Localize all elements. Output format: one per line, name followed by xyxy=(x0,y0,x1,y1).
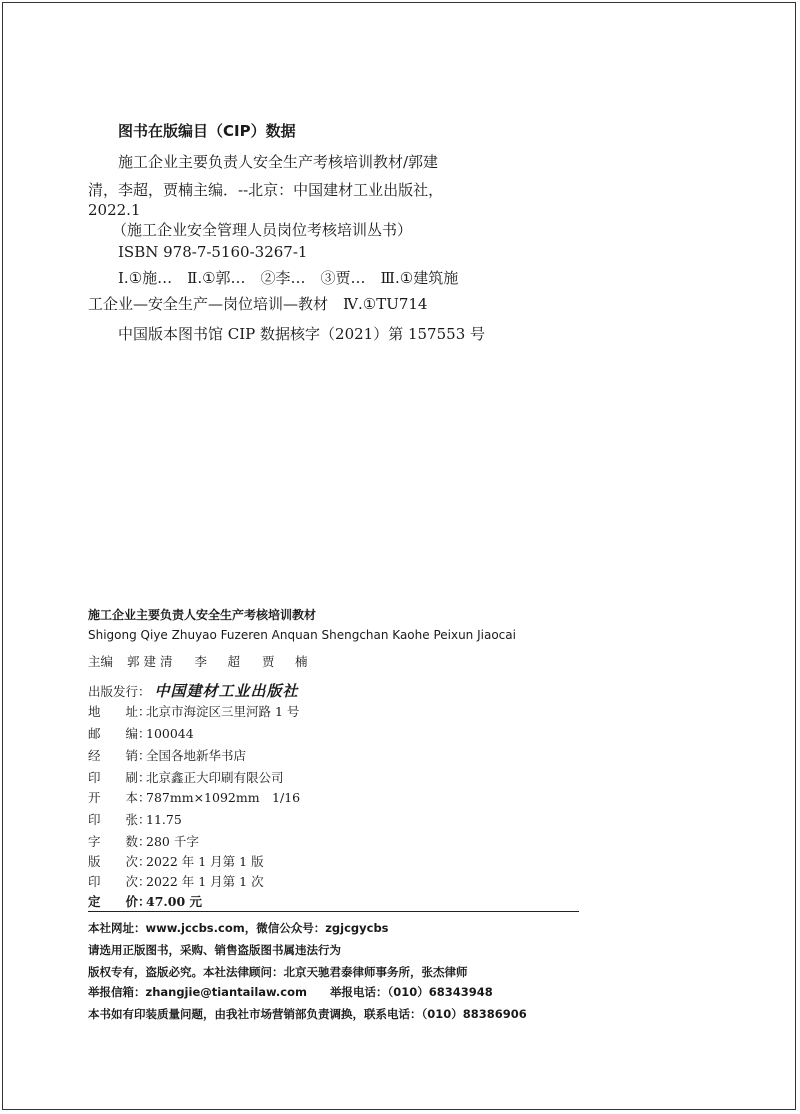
pub-row-sheets xyxy=(88,810,182,828)
editors-label: 主编 xyxy=(88,654,114,669)
pub-row-format xyxy=(88,788,300,806)
pub-row-printing xyxy=(88,872,264,890)
book-title: 施工企业主要负责人安全生产考核培训教材 xyxy=(88,608,317,622)
cip-record-number: 中国版本图书馆 CIP 数据核字（2021）第 157553 号 xyxy=(118,325,486,343)
pub-value: 280 千字 xyxy=(146,834,199,849)
quality-line: 本书如有印装质量问题，由我社市场营销部负责调换，联系电话：（010）88386906 xyxy=(88,1007,527,1021)
publisher-label: 出版发行： xyxy=(88,684,151,699)
rights-rest: 本社法律顾问：北京天驰君泰律师事务所，张杰律师 xyxy=(203,965,468,979)
pub-label: 印 刷： xyxy=(88,770,151,785)
editor-name: 李 超 xyxy=(194,654,245,669)
pub-label: 定 价： xyxy=(88,894,151,909)
pub-value: 北京鑫正大印刷有限公司 xyxy=(146,770,284,785)
pub-row-postcode xyxy=(88,724,194,742)
cip-isbn: ISBN 978-7-5160-3267-1 xyxy=(118,243,308,261)
rights-line xyxy=(88,964,468,980)
publisher-logo: 中国建材工业出版社 xyxy=(154,682,299,700)
pub-label: 开 本： xyxy=(88,790,151,805)
pub-value: 47.00 元 xyxy=(146,894,202,909)
cip-line: （施工企业安全管理人员岗位考核培训丛书） xyxy=(112,221,413,239)
pub-row-address xyxy=(88,702,299,720)
divider-line xyxy=(88,911,579,912)
pub-row-price xyxy=(88,892,202,910)
pub-label: 版 次： xyxy=(88,854,151,869)
pub-value: 北京市海淀区三里河路 1 号 xyxy=(146,704,300,719)
cip-line: 清，李超，贾楠主编．--北京：中国建材工业出版社， xyxy=(88,181,444,199)
pub-value: 2022 年 1 月第 1 版 xyxy=(146,854,264,869)
cip-line: 施工企业主要负责人安全生产考核培训教材/郭建 xyxy=(118,153,439,171)
publisher-row xyxy=(88,680,299,701)
cip-line: Ⅰ.①施… Ⅱ.①郭… ②李… ③贾… Ⅲ.①建筑施 xyxy=(118,269,459,287)
editor-name: 贾 楠 xyxy=(262,654,312,669)
pub-label: 经 销： xyxy=(88,748,151,763)
pub-row-edition xyxy=(88,852,264,870)
rights-bold: 版权专有，盗版必究。 xyxy=(88,965,203,979)
pub-value: 11.75 xyxy=(146,812,182,827)
cip-line: 工企业—安全生产—岗位培训—教材 Ⅳ.①TU714 xyxy=(88,295,428,313)
book-editors xyxy=(88,652,326,670)
editor-name: 郭建清 xyxy=(127,654,177,669)
pub-row-printer xyxy=(88,768,284,786)
pub-label: 字 数： xyxy=(88,834,151,849)
pub-row-wordcount xyxy=(88,832,199,850)
cip-line: 2022.1 xyxy=(88,201,141,219)
pub-value: 2022 年 1 月第 1 次 xyxy=(146,874,264,889)
pub-row-distributor xyxy=(88,746,246,764)
pub-label: 地 址： xyxy=(88,704,151,719)
pub-value: 787mm×1092mm 1/16 xyxy=(146,790,301,805)
pub-value: 全国各地新华书店 xyxy=(146,748,247,763)
book-pinyin-title: Shigong Qiye Zhuyao Fuzeren Anquan Shengchan Kaohe Peixun Jiaocai xyxy=(88,628,516,642)
piracy-warning: 请选用正版图书，采购、销售盗版图书属违法行为 xyxy=(88,943,341,957)
pub-label: 印 次： xyxy=(88,874,151,889)
pub-value: 100044 xyxy=(146,726,194,741)
cip-title: 图书在版编目（CIP）数据 xyxy=(118,122,296,140)
website-line: 本社网址：www.jccbs.com，微信公众号：zgjcgycbs xyxy=(88,921,389,935)
report-line: 举报信箱：zhangjie@tiantailaw.com 举报电话：（010）68343948 xyxy=(88,985,493,999)
pub-label: 邮 编： xyxy=(88,726,151,741)
pub-label: 印 张： xyxy=(88,812,151,827)
